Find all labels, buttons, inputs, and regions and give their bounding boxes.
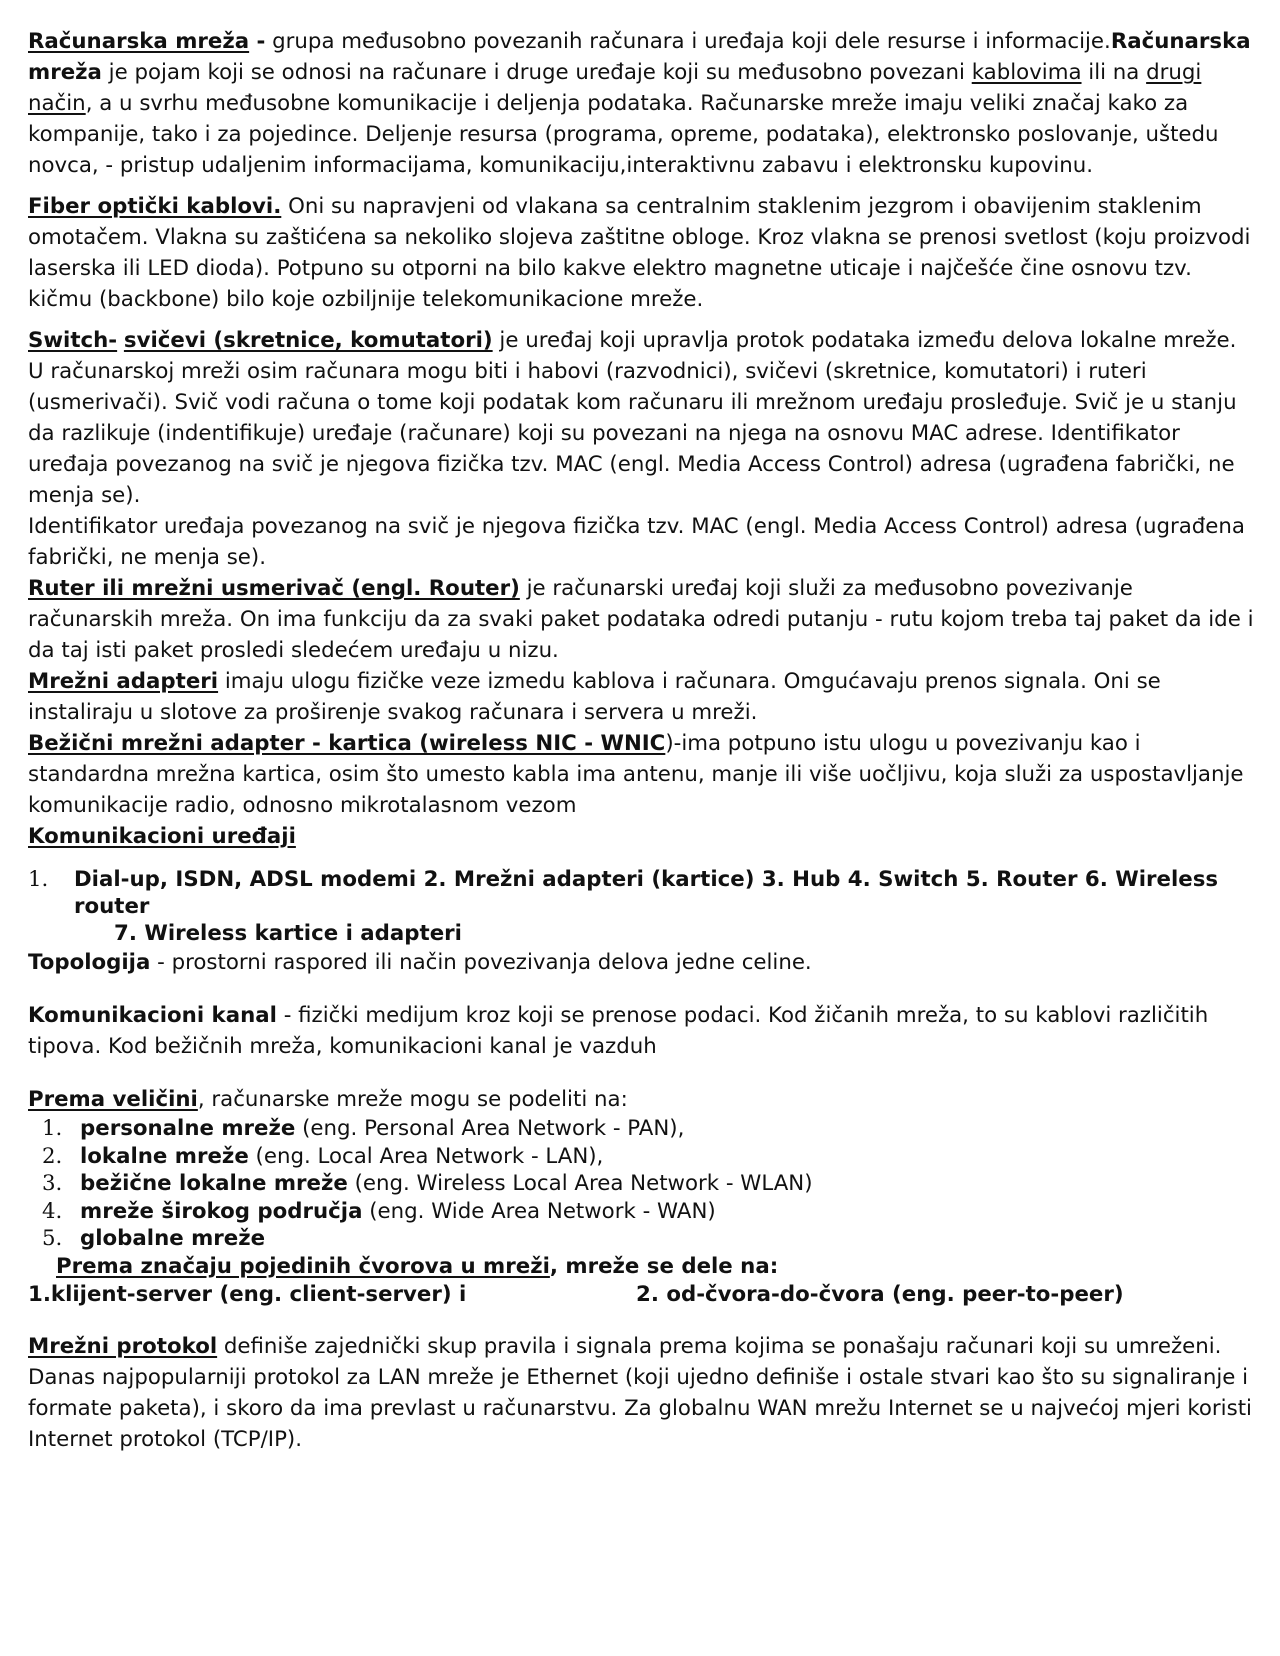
- text-segment: definiše zajednički skup pravila i signala prema kojima se ponašaju računari koji su umreženi.: [217, 1333, 1222, 1359]
- list-item-text: (eng. Wide Area Network - WAN): [362, 1198, 716, 1224]
- paragraph-komunikacioni-kanal: [28, 1000, 1258, 1062]
- term-mrezni-protokol: Mrežni protokol: [28, 1333, 218, 1359]
- list-item: [28, 1225, 1258, 1253]
- list-number: 5.: [42, 1226, 63, 1251]
- term-dash: -: [249, 29, 266, 54]
- heading-komunikacioni-uredjaji-text: Komunikacioni uređaji: [28, 824, 296, 849]
- paragraph-fiber: [28, 191, 1258, 315]
- list-number: 1.: [28, 867, 49, 892]
- term-svicevi: svičevi (skretnice, komutatori): [123, 328, 493, 353]
- node-importance-options: [28, 1281, 1258, 1309]
- term-racunarska-mreza-2: Računarska mreža: [28, 29, 1251, 85]
- heading-komunikacioni-uredjaji: [28, 821, 1258, 852]
- list-item-term: bežične lokalne mreže: [80, 1171, 348, 1196]
- list-item: [28, 866, 1258, 947]
- term-switch: Switch-: [28, 328, 118, 353]
- term-prema-velicini: Prema veličini: [28, 1087, 198, 1112]
- list-number: 1.: [42, 1116, 63, 1141]
- list-item: [28, 1143, 1258, 1171]
- list-item-text: (eng. Wireless Local Area Network - WLAN): [347, 1171, 813, 1196]
- text-segment: , mreže se dele na:: [549, 1253, 779, 1279]
- paragraph-racunarska-mreza: [28, 26, 1258, 181]
- paragraph-ethernet: Danas najpopularniji protokol za LAN mreže je Ethernet (koji ujedno definiše i ostale stvari kao što su signaliranje i formate paketa), i skoro da ima prevlast u računarstvu. Za globalnu WAN mrežu Internet se u najvećoj mjeri koristi Internet protokol (TCP/IP).: [28, 1364, 1252, 1452]
- list-item-text: (eng. Personal Area Network - PAN),: [295, 1116, 685, 1141]
- text-segment: )-ima potpuno istu ulogu u povezivanju kao i standardna mrežna kartica, osim što umesto kabla ima antenu, manje ili više uočljivu, koja služi za uspostavljanje komunikacije radio, odnosno mikrotalasnom vezom: [28, 731, 1244, 818]
- node-importance-section: [28, 1253, 1258, 1309]
- term-prema-znacaju: Prema značaju pojedinih čvorova u mreži: [56, 1253, 550, 1279]
- list-item-text: Dial-up, ISDN, ADSL modemi 2. Mrežni adapteri (kartice) 3. Hub 4. Switch 5. Router 6. Wireless router: [74, 867, 1219, 919]
- paragraph-ruter: [28, 573, 1258, 666]
- term-komunikacioni-kanal: Komunikacioni kanal: [28, 1003, 277, 1028]
- option-peer-to-peer: 2. od-čvora-do-čvora (eng. peer-to-peer): [636, 1281, 1124, 1307]
- text-segment: je pojam koji se odnosi na računare i druge uređaje koji su međusobno povezani: [101, 60, 972, 85]
- text-segment: Oni su napravjeni od vlakana sa centralnim staklenim jezgrom i obavijenim staklenim omotačem. Vlakna su zaštićena sa nekoliko slojeva zaštitne obloge. Kroz vlakna se prenosi svetlost (koju proizvodi laserska ili LED dioda). Potpuno su otporni na bilo kakve elektro magnetne uticaje i najčešće čine osnovu tzv. kičmu (backbone) bilo koje ozbiljnije telekomunikacione mreže.: [28, 194, 1251, 312]
- list-number: 4.: [42, 1198, 63, 1224]
- paragraph-bezicni-adapter: [28, 728, 1258, 821]
- text-segment: je računarski uređaj koji služi za međusobno povezivanje računarskih mreža. On ima funkciju da za svaki paket podataka odredi putanju - rutu kojom treba taj paket da ide i da taj isti paket prosledi sledećem uređaju u nizu.: [28, 576, 1254, 663]
- list-number: 2.: [42, 1143, 63, 1169]
- list-item-term: personalne mreže: [80, 1116, 296, 1141]
- term-topologija: Topologija: [28, 950, 151, 975]
- list-number: 3.: [42, 1171, 63, 1196]
- list-item: [28, 1115, 1258, 1143]
- text-segment: je uređaj koji upravlja protok podataka između delova lokalne mreže. U računarskoj mreži osim računara mogu biti i habovi (razvodnici), svičevi (skretnice, komutatori) i ruteri (usmerivači). Svič vodi računa o tome koji podatak kom računaru ili mrežnom uređaju prosleđuje. Svič je u stanju da razlikuje (indentifikuje) uređaje (računare) koji su povezani na njega na osnovu MAC adrese. Identifikator uređaja povezanog na svič je njegova fizička tzv. MAC (engl. Media Access Control) adresa (ugrađena fabrički, ne menja se).: [28, 328, 1237, 508]
- list-item-term: lokalne mreže: [80, 1143, 249, 1169]
- list-item-term: globalne mreže: [80, 1226, 266, 1251]
- term-ruter: Ruter ili mrežni usmerivač (engl. Router): [28, 576, 520, 601]
- paragraph-switch: [28, 325, 1258, 511]
- paragraph-mrezni-protokol: [28, 1331, 1258, 1362]
- list-item: [28, 1198, 1258, 1226]
- document-page: [28, 26, 1258, 1455]
- link-drugi-nacin[interactable]: drugi način: [28, 60, 1202, 116]
- list-item-continuation: 7. Wireless kartice i adapteri: [114, 921, 462, 946]
- term-fiber: Fiber optički kablovi.: [28, 194, 282, 219]
- text-segment: - fizički medijum kroz koji se prenose podaci. Kod žičanih mreža, to su kablovi različitih tipova. Kod bežičnih mreža, komunikacioni kanal je vazduh: [28, 1003, 1209, 1059]
- option-client-server: 1.klijent-server (eng. client-server) i: [28, 1281, 467, 1307]
- paragraph-topologija: [28, 947, 1258, 978]
- text-segment: , a u svrhu međusobne komunikacije i deljenja podataka. Računarske mreže imaju veliki značaj kako za kompanije, tako i za pojedince. Deljenje resursa (programa, opreme, podataka), elektronsko poslovanje, uštedu novca, - pristup udaljenim informacijama, komunikaciju,interaktivnu zabavu i elektronsku kupovinu.: [28, 91, 1219, 178]
- text-segment: , računarske mreže mogu se podeliti na:: [197, 1087, 628, 1112]
- paragraph-mrezni-adapteri: [28, 666, 1258, 728]
- text-segment: imaju ulogu fizičke veze izmedu kablova i računara. Omgućavaju prenos signala. Oni se instaliraju u slotove za proširenje svakog računara i servera u mreži.: [28, 669, 1161, 725]
- term-mrezni-adapteri: Mrežni adapteri: [28, 669, 219, 694]
- list-item-text: (eng. Local Area Network - LAN),: [248, 1143, 604, 1169]
- term-racunarska-mreza: Računarska mreža: [28, 29, 250, 54]
- list-item-term: mreže širokog područja: [80, 1198, 363, 1224]
- link-kablovima[interactable]: kablovima: [971, 60, 1082, 85]
- network-size-list: [28, 1115, 1258, 1253]
- paragraph-prema-velicini: [28, 1084, 1258, 1115]
- list-item: [28, 1170, 1258, 1198]
- paragraph-identifikator: Identifikator uređaja povezanog na svič je njegova fizička tzv. MAC (engl. Media Access Control) adresa (ugrađena fabrički, ne menja se).: [28, 514, 1245, 570]
- text-segment: - prostorni raspored ili način povezivanja delova jedne celine.: [150, 950, 812, 975]
- node-importance-heading: [28, 1253, 1258, 1281]
- text-segment: ili na: [1081, 60, 1147, 85]
- text-segment: grupa međusobno povezanih računara i uređaja koji dele resurse i informacije.: [265, 29, 1111, 54]
- term-bezicni-adapter: Bežični mrežni adapter - kartica (wireless NIC - WNIC: [28, 731, 666, 756]
- device-list: [28, 866, 1258, 947]
